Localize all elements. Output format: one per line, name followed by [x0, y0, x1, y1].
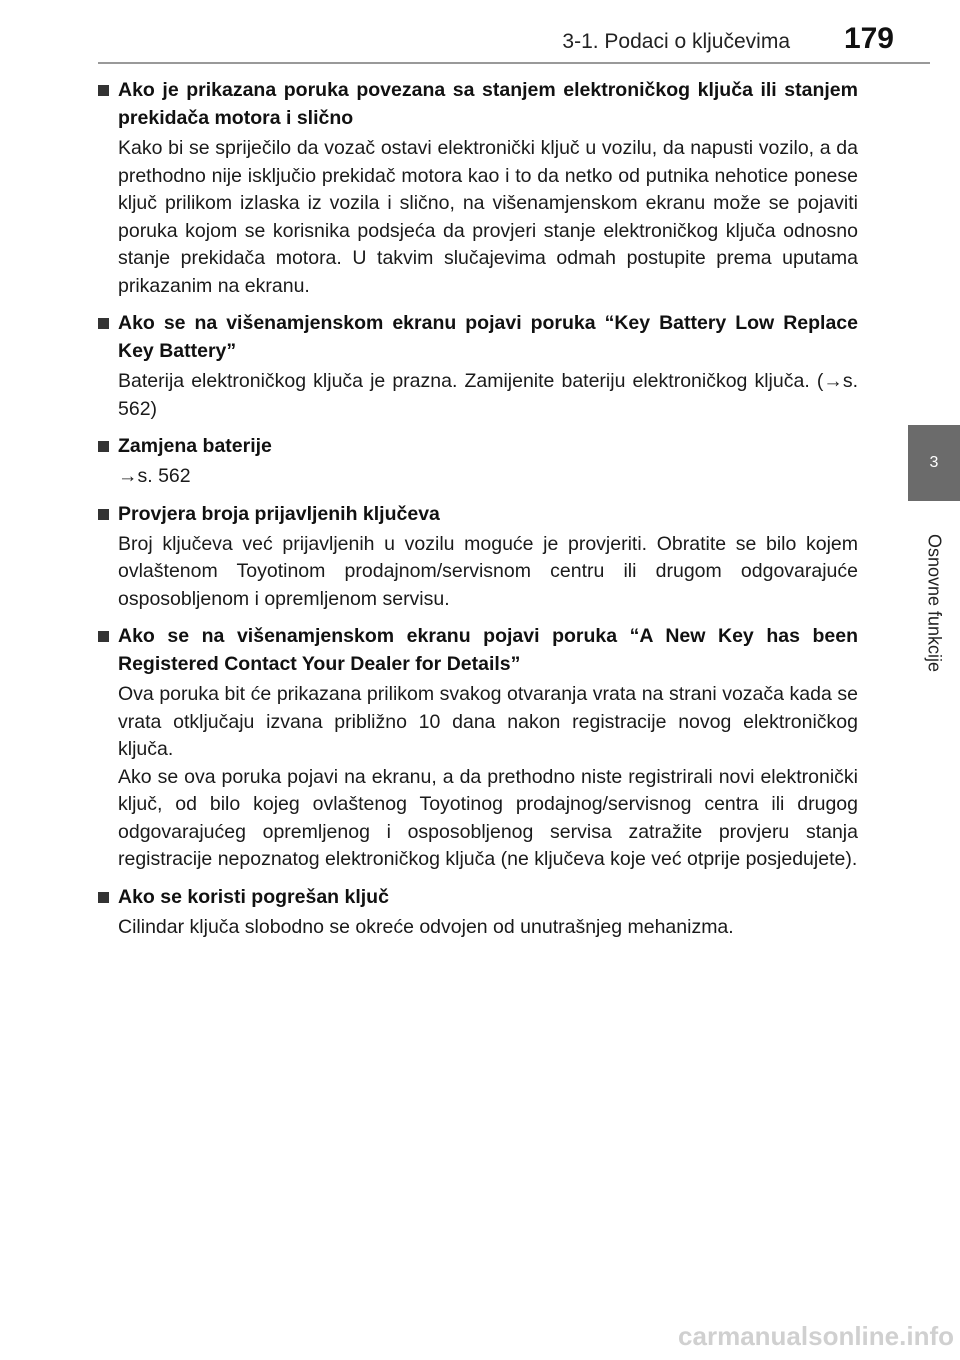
item-heading-text: Ako se koristi pogrešan ključ — [118, 885, 389, 908]
item-paragraph: Baterija elektroničkog ključa je prazna. Zamijenite bateriju elektroničkog ključa. (→s. 562) — [118, 370, 858, 420]
item-body — [98, 463, 858, 491]
chapter-number: 3 — [929, 454, 939, 471]
list-item — [98, 432, 858, 491]
item-body — [98, 914, 858, 942]
item-paragraph: Broj ključeva već prijavljenih u vozilu moguće je provjeriti. Obratite se bilo kojem ovlaštenom Toyotinom prodajnom/servisnom centru ili drugom odgovarajuće osposobljenom i opremljenom servisu. — [118, 532, 858, 610]
item-heading — [98, 883, 858, 911]
list-item — [98, 500, 858, 614]
item-heading — [98, 500, 858, 528]
item-body — [98, 368, 858, 423]
item-paragraph: Kako bi se spriječilo da vozač ostavi elektronički ključ u vozilu, da napusti vozilo, a da prethodno nije isključio prekidač motora kao i to da netko od putnika nehotice ponese ključ prilikom izlaska iz vozila i slično, na višenamjenskom ekranu može se pojaviti poruka kojom se korisnika podsjeća da provjeri stanje elektroničkog ključa odnosno stanje prekidača motora. U takvim slučajevima odmah postupite prema uputama prikazanim na ekranu. — [118, 137, 858, 297]
list-item — [98, 309, 858, 423]
page-reference-link: →s. 562 — [118, 465, 191, 487]
item-body — [98, 531, 858, 614]
list-item — [98, 76, 858, 300]
item-heading-text: Provjera broja prijavljenih ključeva — [118, 502, 440, 525]
chapter-label-box — [908, 501, 960, 706]
watermark: carmanualsonline.info — [678, 1321, 954, 1351]
item-paragraph: Ova poruka bit će prikazana prilikom svakog otvaranja vrata na strani vozača kada se vrata otključaju izvana približno 10 dana nakon registracije novog elektroničkog ključa. — [118, 683, 858, 760]
item-heading-text: Ako se na višenamjenskom ekranu pojavi poruka “A New Key has been Registered Contact Your Dealer for Details” — [118, 625, 858, 675]
item-paragraph: Cilindar ključa slobodno se okreće odvojen od unutrašnjeg mehanizma. — [118, 915, 734, 938]
item-heading-text: Ako je prikazana poruka povezana sa stanjem elektroničkog ključa ili stanjem prekidača motora i slično — [118, 79, 858, 129]
item-heading — [98, 76, 858, 132]
item-paragraph: Ako se ova poruka pojavi na ekranu, a da prethodno niste registrirali novi elektronički ključ, od bilo kojeg ovlaštenog Toyotinog prodajnog/servisnog centra ili drugog odgovarajućeg opremljenog i osposobljenog servisa zatražite provjeru stanja registracije nepoznatog elektroničkog ključa (ne ključeva koje već otprije posjedujete). — [118, 765, 858, 870]
page-number: 179 — [843, 22, 894, 55]
chapter-title: Osnovne funkcije — [924, 533, 945, 673]
item-body — [98, 135, 858, 300]
chapter-tab — [908, 425, 960, 501]
page-header — [0, 0, 960, 62]
square-bullet-icon — [98, 85, 109, 96]
square-bullet-icon — [98, 892, 109, 903]
square-bullet-icon — [98, 441, 109, 452]
list-item — [98, 883, 858, 942]
square-bullet-icon — [98, 509, 109, 520]
square-bullet-icon — [98, 631, 109, 642]
item-heading — [98, 309, 858, 365]
item-heading — [98, 432, 858, 460]
item-heading-text: Zamjena baterije — [118, 435, 272, 457]
item-body — [98, 681, 858, 874]
list-item — [98, 622, 858, 874]
item-heading-text: Ako se na višenamjenskom ekranu pojavi poruka “Key Battery Low Replace Key Battery” — [118, 312, 858, 362]
section-title: 3-1. Podaci o ključevima — [562, 30, 790, 53]
header-rule — [98, 62, 930, 64]
page-content — [98, 76, 858, 950]
item-heading — [98, 622, 858, 678]
square-bullet-icon — [98, 318, 109, 329]
